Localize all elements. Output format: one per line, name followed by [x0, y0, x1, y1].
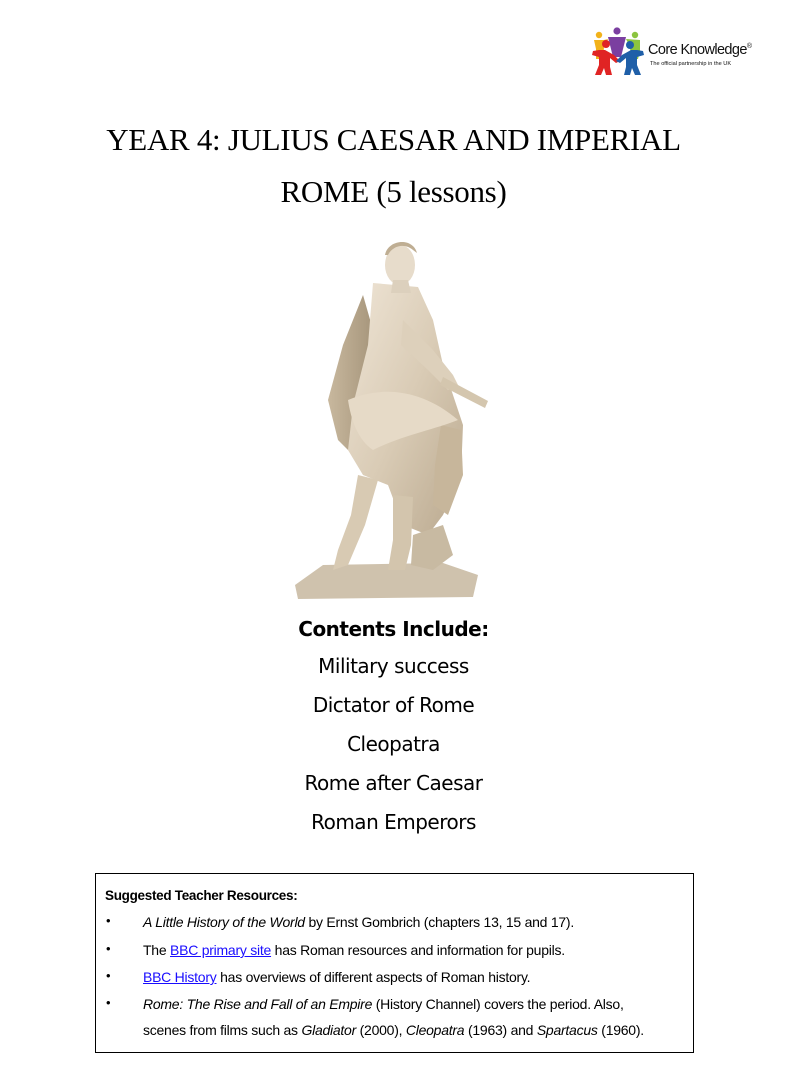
bbc-history-link[interactable]: BBC History: [143, 969, 217, 985]
resources-heading: Suggested Teacher Resources:: [105, 888, 298, 903]
contents-section: [0, 612, 787, 842]
teacher-resources-box: [95, 873, 694, 1053]
logo-tagline: The official partnership in the UK: [650, 61, 732, 67]
people-circle-icon: [590, 25, 646, 75]
bullet-icon: •: [106, 941, 111, 956]
bbc-primary-site-link[interactable]: BBC primary site: [170, 942, 272, 958]
contents-item-military-success: Military success: [318, 654, 469, 678]
julius-caesar-statue-image: [293, 225, 498, 600]
title-line-2: ROME (5 lessons): [280, 174, 507, 209]
title-line-1: YEAR 4: JULIUS CAESAR AND IMPERIAL: [106, 122, 681, 157]
resource-text: The BBC primary site has Roman resources and information for pupils.: [143, 942, 565, 958]
film-title: Cleopatra: [405, 1022, 465, 1038]
contents-item-rome-after-caesar: Rome after Caesar: [304, 771, 483, 795]
bullet-icon: •: [106, 995, 111, 1010]
resource-text: Rome: The Rise and Fall of an Empire (History Channel) covers the period. Also, scenes from films such as Gladiator (2000), Cleopatra (1963) and Spartacus (1960).: [143, 996, 644, 1038]
resource-text: A Little History of the World by Ernst Gombrich (chapters 13, 15 and 17).: [143, 914, 574, 930]
contents-item-cleopatra: Cleopatra: [347, 732, 440, 756]
film-title: Spartacus: [536, 1022, 598, 1038]
resource-text: BBC History has overviews of different aspects of Roman history.: [143, 969, 531, 985]
contents-item-dictator-of-rome: Dictator of Rome: [312, 693, 475, 717]
book-title: A Little History of the World: [143, 914, 305, 930]
contents-item-roman-emperors: Roman Emperors: [311, 810, 476, 834]
bullet-icon: •: [106, 968, 111, 983]
contents-heading: Contents Include:: [298, 617, 489, 641]
page-title: [0, 114, 787, 218]
core-knowledge-logo: [590, 25, 755, 75]
logo-wordmark: Core Knowledge®: [648, 42, 752, 58]
film-title: Gladiator: [301, 1022, 356, 1038]
bullet-icon: •: [106, 913, 111, 928]
documentary-title: Rome: The Rise and Fall of an Empire: [143, 996, 373, 1012]
